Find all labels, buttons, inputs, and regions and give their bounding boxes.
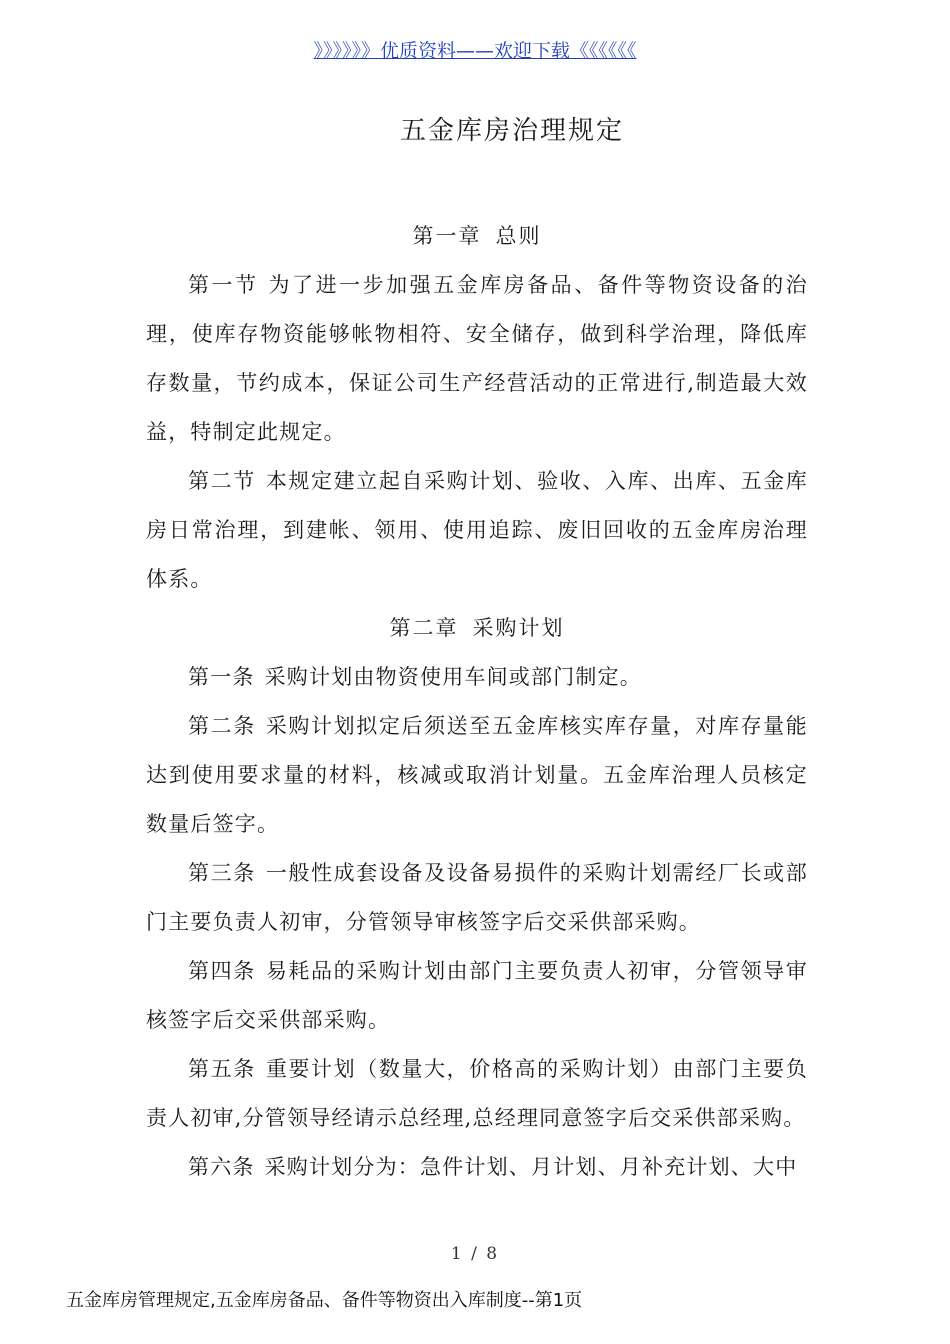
chapter-number: 第一章	[412, 224, 482, 248]
paragraph	[146, 653, 808, 702]
paragraph-text: 采购计划分为：急件计划、月计划、月补充计划、大中	[264, 1155, 798, 1179]
paragraph-lead: 第五条	[188, 1057, 256, 1081]
paragraph-lead: 第一条	[188, 665, 255, 689]
paragraph-lead: 第一节	[188, 273, 259, 297]
document-title: 五金库房治理规定	[399, 116, 624, 146]
chapter-name: 采购计划	[472, 616, 565, 640]
paragraph-lead: 第二条	[188, 714, 256, 738]
document-body	[146, 212, 808, 1192]
footer-caption: 五金库房管理规定,五金库房备品、备件等物资出入库制度--第1页	[66, 1290, 583, 1311]
paragraph-text: 本规定建立起自采购计划、验收、入库、出库、五金库房日常治理，到建帐、领用、使用追踪、废旧回收的五金库房治理体系。	[146, 469, 808, 591]
chapter-number: 第二章	[389, 616, 459, 640]
paragraph	[146, 261, 808, 457]
paragraph-lead: 第六条	[188, 1155, 255, 1179]
chapter-heading	[146, 212, 808, 261]
paragraph	[146, 702, 808, 849]
paragraph-text: 为了进一步加强五金库房备品、备件等物资设备的治理，使库存物资能够帐物相符、安全储存，做到科学治理，降低库存数量，节约成本，保证公司生产经营活动的正常进行,制造最大效益，特制定此规定。	[146, 273, 808, 444]
paragraph	[146, 1045, 808, 1143]
paragraph	[146, 947, 808, 1045]
paragraph-lead: 第二节	[188, 469, 256, 493]
paragraph	[146, 849, 808, 947]
page-number: 1 / 8	[450, 1244, 500, 1264]
paragraph-text: 采购计划拟定后须送至五金库核实库存量，对库存量能达到使用要求量的材料，核减或取消计划量。五金库治理人员核定数量后签字。	[146, 714, 808, 836]
paragraph-lead: 第三条	[188, 861, 256, 885]
paragraph-text: 一般性成套设备及设备易损件的采购计划需经厂长或部门主要负责人初审，分管领导审核签字后交采供部采购。	[146, 861, 808, 934]
paragraph-text: 易耗品的采购计划由部门主要负责人初审，分管领导审核签字后交采供部采购。	[146, 959, 808, 1032]
paragraph-text: 采购计划由物资使用车间或部门制定。	[264, 665, 643, 689]
paragraph-lead: 第四条	[188, 959, 256, 983]
chapter-heading	[146, 604, 808, 653]
paragraph	[146, 457, 808, 604]
chapter-name: 总则	[495, 224, 542, 248]
header-banner[interactable]: 》》》》》》优质资料——欢迎下载《《《《《《	[313, 40, 637, 62]
paragraph-text: 重要计划（数量大，价格高的采购计划）由部门主要负责人初审,分管领导经请示总经理,总经理同意签字后交采供部采购。	[146, 1057, 808, 1130]
paragraph	[146, 1143, 808, 1192]
